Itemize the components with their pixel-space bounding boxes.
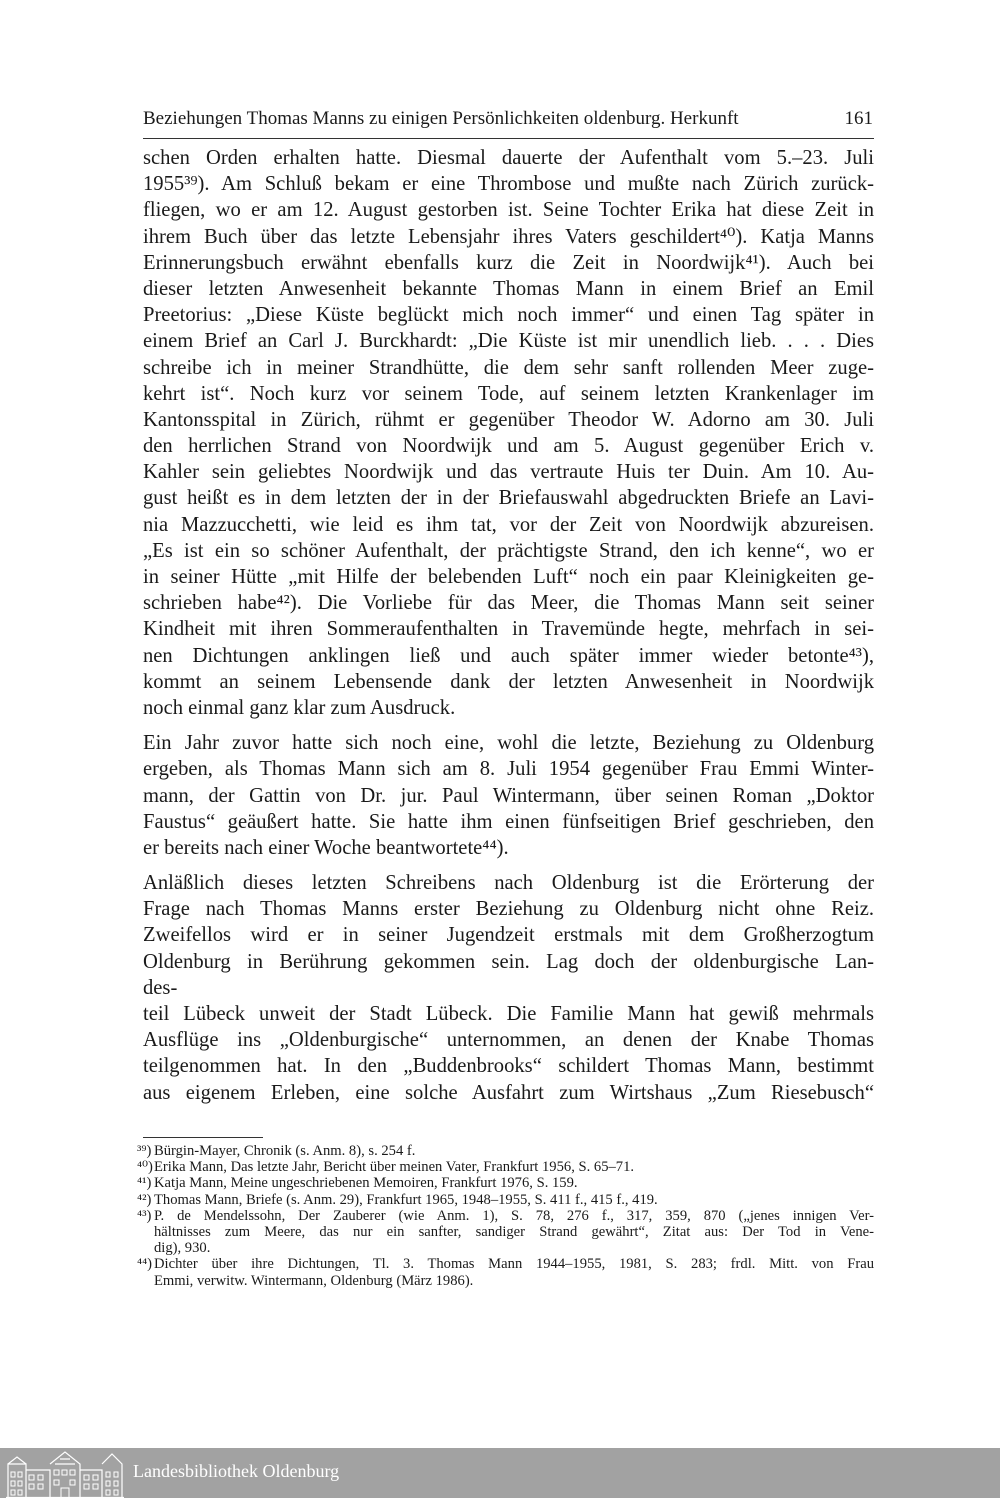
text-line: kommt an seinem Lebensende dank der letzten Anwesenheit in Noordwijk xyxy=(143,670,874,693)
text-line: „Es ist ein so schöner Aufenthalt, der prächtigste Strand, den ich kenne“, wo er xyxy=(143,539,874,562)
footnotes xyxy=(137,1143,874,1289)
text-line: ergeben, als Thomas Mann sich am 8. Juli 1954 gegenüber Frau Emmi Winter- xyxy=(143,758,874,781)
footnote-line: P. de Mendelssohn, Der Zauberer (wie Anm. 1), S. 78, 276 f., 317, 359, 870 („jenes innigen Ver- xyxy=(154,1207,874,1224)
text-line: nia Mazzucchetti, wie leid es ihm tat, vor der Zeit von Noordwijk abzureisen. xyxy=(143,513,874,536)
library-building-logo xyxy=(6,1450,124,1498)
footnote xyxy=(137,1159,874,1175)
footnote-number: ⁴¹) xyxy=(137,1175,152,1192)
text-line: fliegen, wo er am 12. August gestorben ist. Seine Tochter Erika hat diese Zeit in xyxy=(143,199,874,222)
text-line: schen Orden erhalten hatte. Diesmal dauerte der Aufenthalt vom 5.–23. Juli xyxy=(143,147,874,169)
text-line: schreibe ich in meiner Strandhütte, die dem sehr sanft rollenden Meer zuge- xyxy=(143,356,874,379)
text-line: einem Brief an Carl J. Burckhardt: „Die Küste ist mir unendlich lieb. . . . Dies xyxy=(143,330,874,353)
text-line: Frage nach Thomas Manns erster Beziehung zu Oldenburg nicht ohne Reiz. xyxy=(143,898,874,921)
footnote-line: Thomas Mann, Briefe (s. Anm. 29), Frankfurt 1965, 1948–1955, S. 411 f., 415 f., 419. xyxy=(154,1191,658,1208)
text-line: Ein Jahr zuvor hatte sich noch eine, wohl die letzte, Beziehung zu Oldenburg xyxy=(143,732,874,755)
footnote-number: ³⁹) xyxy=(137,1143,152,1159)
footnote xyxy=(137,1256,874,1288)
text-line: Ausflüge ins „Oldenburgische“ unternommen, an denen der Knabe Thomas xyxy=(143,1029,874,1052)
text-line: Oldenburg in Berührung gekommen sein. Lag doch der oldenburgische Lan- xyxy=(143,950,874,973)
text-line: mann, der Gattin von Dr. jur. Paul Wintermann, über seinen Roman „Doktor xyxy=(143,784,874,807)
paragraph xyxy=(143,145,874,721)
footnote-line: Dichter über ihre Dichtungen, Tl. 3. Thomas Mann 1944–1955, 1981, S. 283; frdl. Mitt. von Frau xyxy=(154,1256,874,1273)
footnote xyxy=(137,1175,874,1191)
text-line: Zweifellos wird er in seiner Jugendzeit erstmals mit dem Großherzogtum xyxy=(143,924,874,947)
text-line: nen Dichtungen anklingen ließ und auch später immer wieder betonte⁴³), xyxy=(143,644,874,667)
text-line: noch einmal ganz klar zum Ausdruck. xyxy=(143,696,456,719)
library-footer-bar xyxy=(0,1448,1000,1498)
text-line: 1955³⁹). Am Schluß bekam er eine Thrombose und mußte nach Zürich zurück- xyxy=(143,173,874,196)
footnote-line: Katja Mann, Meine ungeschriebenen Memoiren, Frankfurt 1976, S. 159. xyxy=(154,1175,578,1192)
text-line: Kahler sein geliebtes Noordwijk und das vertraute Huis ter Duin. Am 10. Au- xyxy=(143,461,874,484)
footnote xyxy=(137,1143,874,1159)
library-name: Landesbibliothek Oldenburg xyxy=(133,1461,340,1481)
paragraph xyxy=(143,730,874,861)
text-line: teil Lübeck unweit der Stadt Lübeck. Die Familie Mann hat gewiß mehrmals xyxy=(143,1003,874,1025)
text-line: Kindheit mit ihren Sommeraufenthalten in Travemünde hegte, mehrfach in sei- xyxy=(143,618,874,641)
footnote xyxy=(137,1192,874,1208)
text-line: Faustus“ geäußert hatte. Sie hatte ihm einen fünfseitigen Brief geschrieben, den xyxy=(143,810,874,833)
text-line: gust heißt es in dem letzten der in der Briefauswahl abgedruckten Briefe an Lavi- xyxy=(143,487,874,510)
running-title: Beziehungen Thomas Manns zu einigen Persönlichkeiten oldenburg. Herkunft xyxy=(143,108,739,129)
footnote-number: ⁴⁴) xyxy=(137,1256,153,1273)
text-line: schrieben habe⁴²). Die Vorliebe für das Meer, die Thomas Mann seit seiner xyxy=(143,592,874,615)
text-line: kehrt ist“. Noch kurz vor seinem Tode, auf seinem letzten Krankenlager im xyxy=(143,382,874,405)
text-line: ihrem Buch über das letzte Lebensjahr ihres Vaters geschildert⁴⁰). Katja Manns xyxy=(143,225,874,248)
footnote-line: hältnisses zum Meere, das nur ein sanfter, sandiger Strand gewährt“, Zitat aus: Der Tod in Vene- xyxy=(154,1224,874,1240)
footnote xyxy=(137,1208,874,1257)
footnote-number: ⁴³) xyxy=(137,1207,152,1224)
body-text xyxy=(143,145,874,1115)
footnote-line: dig), 930. xyxy=(154,1240,211,1257)
footnote-line: Bürgin-Mayer, Chronik (s. Anm. 8), s. 254 f. xyxy=(154,1143,416,1159)
text-line: den herrlichen Strand von Noordwijk und am 5. August gegenüber Erich v. xyxy=(143,435,874,458)
footnote-rule xyxy=(143,1137,263,1138)
text-line: aus eigenem Erleben, eine solche Ausfahrt zum Wirtshaus „Zum Riesebusch“ xyxy=(143,1081,874,1104)
header-rule xyxy=(143,138,874,139)
text-line: Preetorius: „Diese Küste beglückt mich noch immer“ und einen Tag später in xyxy=(143,304,874,327)
text-line: Kantonsspital in Zürich, rühmt er gegenüber Theodor W. Adorno am 30. Juli xyxy=(143,408,874,431)
running-header xyxy=(143,108,873,130)
footnote-line: Emmi, verwitw. Wintermann, Oldenburg (März 1986). xyxy=(154,1272,474,1289)
text-line: dieser letzten Anwesenheit bekannte Thomas Mann in einem Brief an Emil xyxy=(143,277,874,300)
text-line: er bereits nach einer Woche beantwortete⁴⁴). xyxy=(143,836,509,859)
footnote-number: ⁴²) xyxy=(137,1191,152,1208)
text-line: teilgenommen hat. In den „Buddenbrooks“ schildert Thomas Mann, bestimmt xyxy=(143,1055,874,1078)
footnote-line: Erika Mann, Das letzte Jahr, Bericht über meinen Vater, Frankfurt 1956, S. 65–71. xyxy=(154,1159,635,1176)
text-line: in seiner Hütte „mit Hilfe der belebenden Luft“ noch ein paar Kleinigkeiten ge- xyxy=(143,566,874,588)
paragraph xyxy=(143,870,874,1106)
footnote-number: ⁴⁰) xyxy=(137,1159,153,1176)
text-line: des- xyxy=(143,976,178,999)
text-line: Anläßlich dieses letzten Schreibens nach Oldenburg ist die Erörterung der xyxy=(143,872,874,895)
page-number: 161 xyxy=(844,108,873,129)
text-line: Erinnerungsbuch erwähnt ebenfalls kurz die Zeit in Noordwijk⁴¹). Auch bei xyxy=(143,251,874,274)
